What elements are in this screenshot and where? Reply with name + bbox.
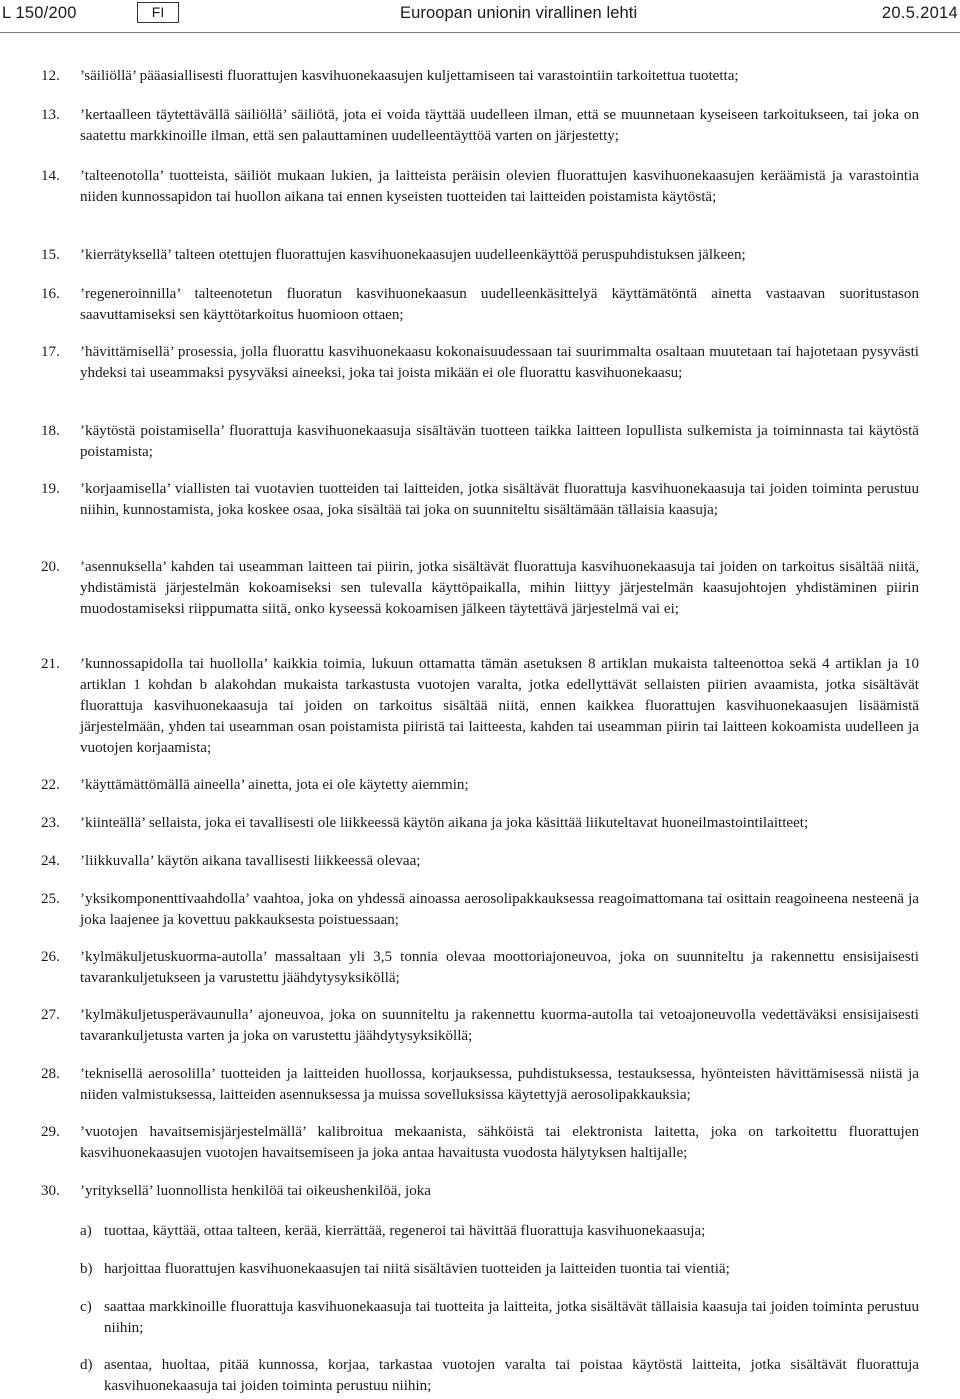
language-badge: FI bbox=[137, 2, 179, 23]
definition-item bbox=[41, 66, 919, 87]
definition-item bbox=[41, 813, 919, 834]
definition-text: ’kylmäkuljetusperävaunulla’ ajoneuvoa, joka on suunniteltu ja rakennettu kuorma-autolla tai vetoajoneuvolla vedettäväksi ensisijaisesti tavarankuljetusta varten ja joka on varustettu jäähdytysyksiköllä; bbox=[80, 1007, 919, 1044]
definition-item bbox=[41, 245, 919, 266]
definition-text: ’säiliöllä’ pääasiallisesti fluorattujen kasvihuonekaasujen kuljettamiseen tai varastointiin tarkoitettua tuotetta; bbox=[80, 68, 739, 84]
definition-item bbox=[41, 557, 919, 620]
definition-number: 20. bbox=[41, 559, 60, 575]
subitem-letter: c) bbox=[80, 1299, 92, 1315]
definition-item bbox=[41, 775, 919, 796]
definition-text: ’yrityksellä’ luonnollista henkilöä tai oikeushenkilöä, joka bbox=[80, 1183, 431, 1199]
publication-date: 20.5.2014 bbox=[881, 4, 958, 22]
definition-number: 22. bbox=[41, 777, 60, 793]
definition-text: ’kertaalleen täytettävällä säiliöllä’ säiliötä, jota ei voida täyttää uudelleen ilman, että se muunnetaan kyseiseen tarkoitukseen, tai joka on saatettu markkinoille ilman, että sen palauttaminen uudelleentäyttöä varten on järjestetty; bbox=[80, 107, 919, 144]
definition-number: 18. bbox=[41, 423, 60, 439]
definition-number: 16. bbox=[41, 286, 60, 302]
subitem bbox=[80, 1221, 919, 1242]
journal-title: Euroopan unionin virallinen lehti bbox=[400, 4, 638, 22]
definition-number: 21. bbox=[41, 656, 60, 672]
definition-text: ’vuotojen havaitsemisjärjestelmällä’ kalibroitua mekaanista, sähköistä tai elektronista laitetta, joka on tarkoitettu fluorattujen kasvihuonekaasujen vuotojen havaitsemiseen ja joka antaa havaitusta vuodosta hälytyksen haltijalle; bbox=[80, 1124, 919, 1161]
definition-number: 30. bbox=[41, 1183, 60, 1199]
definition-text: ’talteenotolla’ tuotteista, säiliöt mukaan lukien, ja laitteista peräisin olevien fluorattujen kasvihuonekaasujen keräämistä ja varastointia niiden kunnossapidon tai huollon aikana tai ennen kyseisten tuotteiden tai laitteiden poistamista käytöstä; bbox=[80, 168, 919, 205]
definition-number: 23. bbox=[41, 815, 60, 831]
definition-number: 26. bbox=[41, 949, 60, 965]
subitem-letter: b) bbox=[80, 1261, 93, 1277]
definition-text: ’kiinteällä’ sellaista, joka ei tavallisesti ole liikkeessä käytön aikana ja joka käsittää liikuteltavat huoneilmastointilaitteet; bbox=[80, 815, 809, 831]
definition-number: 27. bbox=[41, 1007, 60, 1023]
definition-text: ’liikkuvalla’ käytön aikana tavallisesti liikkeessä olevaa; bbox=[80, 853, 421, 869]
definition-item bbox=[41, 654, 919, 759]
definition-number: 25. bbox=[41, 891, 60, 907]
definition-text: ’yksikomponenttivaahdolla’ vaahtoa, joka on yhdessä ainoassa aerosolipakkauksessa reagoimattomana tai osittain reagoineena nesteenä ja joka laajenee ja kovettuu pakkauksesta poistuessaan; bbox=[80, 891, 919, 928]
subitem-text: asentaa, huoltaa, pitää kunnossa, korjaa, tarkastaa vuotojen varalta tai poistaa käytöstä laitteita, jotka sisältävät fluorattuja kasvihuonekaasuja tai joiden toiminta perustuu niihin; bbox=[104, 1357, 919, 1394]
page-header bbox=[0, 2, 960, 28]
definition-item bbox=[41, 284, 919, 326]
definition-item bbox=[41, 1181, 919, 1202]
definition-item bbox=[41, 166, 919, 208]
definition-number: 24. bbox=[41, 853, 60, 869]
subitem bbox=[80, 1297, 919, 1339]
definition-number: 19. bbox=[41, 481, 60, 497]
definition-item bbox=[41, 421, 919, 463]
definition-item bbox=[41, 1064, 919, 1106]
subitem-letter: a) bbox=[80, 1223, 92, 1239]
definition-number: 28. bbox=[41, 1066, 60, 1082]
header-divider bbox=[0, 32, 960, 33]
definition-item bbox=[41, 851, 919, 872]
definition-number: 14. bbox=[41, 168, 60, 184]
definition-number: 15. bbox=[41, 247, 60, 263]
definition-text: ’asennuksella’ kahden tai useamman laitteen tai piirin, jotka sisältävät fluorattuja kasvihuonekaasuja tai joiden on tarkoitus sisältää niitä, yhdistämistä järjestelmän kokoamiseksi sen tulevalla käyttöpaikalla, mihin liittyy järjestelmän kaasujohtojen yhdistäminen piirin muodostamiseksi riippumatta siitä, onko kyseessä kokoamisen jälkeen täytettävä järjestelmä vai ei; bbox=[80, 559, 919, 617]
subitem-letter: d) bbox=[80, 1357, 93, 1373]
definition-number: 12. bbox=[41, 68, 60, 84]
subitem-text: tuottaa, käyttää, ottaa talteen, kerää, kierrättää, regeneroi tai hävittää fluorattuja kasvihuonekaasuja; bbox=[104, 1223, 706, 1239]
definition-item bbox=[41, 479, 919, 521]
definition-item bbox=[41, 105, 919, 147]
definition-number: 17. bbox=[41, 344, 60, 360]
definition-text: ’käyttämättömällä aineella’ ainetta, jota ei ole käytetty aiemmin; bbox=[80, 777, 469, 793]
definition-text: ’teknisellä aerosolilla’ tuotteiden ja laitteiden huollossa, korjauksessa, puhdistuksessa, testauksessa, hyönteisten hävittämisessä niistä ja niiden valmistuksessa, laitteiden asennuksessa ja muissa sovelluksissa käytettyjä aerosolipakkauksia; bbox=[80, 1066, 919, 1103]
definition-text: ’kierrätyksellä’ talteen otettujen fluorattujen kasvihuonekaasujen uudelleenkäyttöä peruspuhdistuksen jälkeen; bbox=[80, 247, 746, 263]
definition-text: ’regeneroinnilla’ talteenotetun fluoratun kasvihuonekaasun uudelleenkäsittelyä käyttämätöntä ainetta vastaavan suoritustason saavuttamiseksi sen käyttötarkoitus huomioon ottaen; bbox=[80, 286, 919, 323]
subitem-text: harjoittaa fluorattujen kasvihuonekaasujen tai niitä sisältävien tuotteiden ja laitteiden tuontia tai vientiä; bbox=[104, 1261, 730, 1277]
definition-item bbox=[41, 1122, 919, 1164]
definition-text: ’korjaamisella’ viallisten tai vuotavien tuotteiden tai laitteiden, jotka sisältävät fluorattuja kasvihuonekaasuja tai joiden toiminta perustuu niihin, kunnostamista, joka koskee osaa, joka sisältää tai joka on suunniteltu sisältämään tällaisia kaasuja; bbox=[80, 481, 919, 518]
definition-text: ’kunnossapidolla tai huollolla’ kaikkia toimia, lukuun ottamatta tämän asetuksen 8 artiklan mukaista talteenottoa sekä 4 artiklan ja 10 artiklan 1 kohdan b alakohdan mukaista tarkastusta vuotojen varalta, jotka edellyttävät sellaisten piirien avaamista, jotka sisältävät fluorattuja kasvihuonekaasuja tai joiden on tarkoitus sisältää niitä, ennen kaikkea fluorattujen kasvihuonekaasujen lisäämistä järjestelmään, yhden tai useamman osan poistamista piiristä tai laitteesta, kahden tai useamman piirin tai laitteen kokoamista uudelleen ja vuotojen korjaamista; bbox=[80, 656, 919, 756]
definition-item bbox=[41, 889, 919, 931]
subitem-text: saattaa markkinoille fluorattuja kasvihuonekaasuja tai tuotteita ja laitteita, jotka sisältävät tällaisia kaasuja tai joiden toiminta perustuu niihin; bbox=[104, 1299, 919, 1336]
definition-item bbox=[41, 947, 919, 989]
definition-number: 13. bbox=[41, 107, 60, 123]
subitem bbox=[80, 1355, 919, 1397]
definition-item bbox=[41, 342, 919, 384]
definition-item bbox=[41, 1005, 919, 1047]
definition-number: 29. bbox=[41, 1124, 60, 1140]
definition-text: ’käytöstä poistamisella’ fluorattuja kasvihuonekaasuja sisältävän tuotteen taikka laitteen lopullista sulkemista ja toiminnasta tai käytöstä poistamista; bbox=[80, 423, 919, 460]
definition-text: ’kylmäkuljetuskuorma-autolla’ massaltaan yli 3,5 tonnia olevaa moottoriajoneuvoa, joka on suunniteltu ja rakennettu ensisijaisesti tavarankuljetukseen ja varustettu jäähdytysyksiköllä; bbox=[80, 949, 919, 986]
page-reference: L 150/200 bbox=[2, 4, 77, 22]
subitem bbox=[80, 1259, 919, 1280]
definition-text: ’hävittämisellä’ prosessia, jolla fluorattu kasvihuonekaasu kokonaisuudessaan tai suurimmalta osaltaan muutetaan tai hajotetaan pysyvästi yhdeksi tai useammaksi pysyväksi aineeksi, joka tai joista mikään ei ole fluorattu kasvihuonekaasu; bbox=[80, 344, 919, 381]
